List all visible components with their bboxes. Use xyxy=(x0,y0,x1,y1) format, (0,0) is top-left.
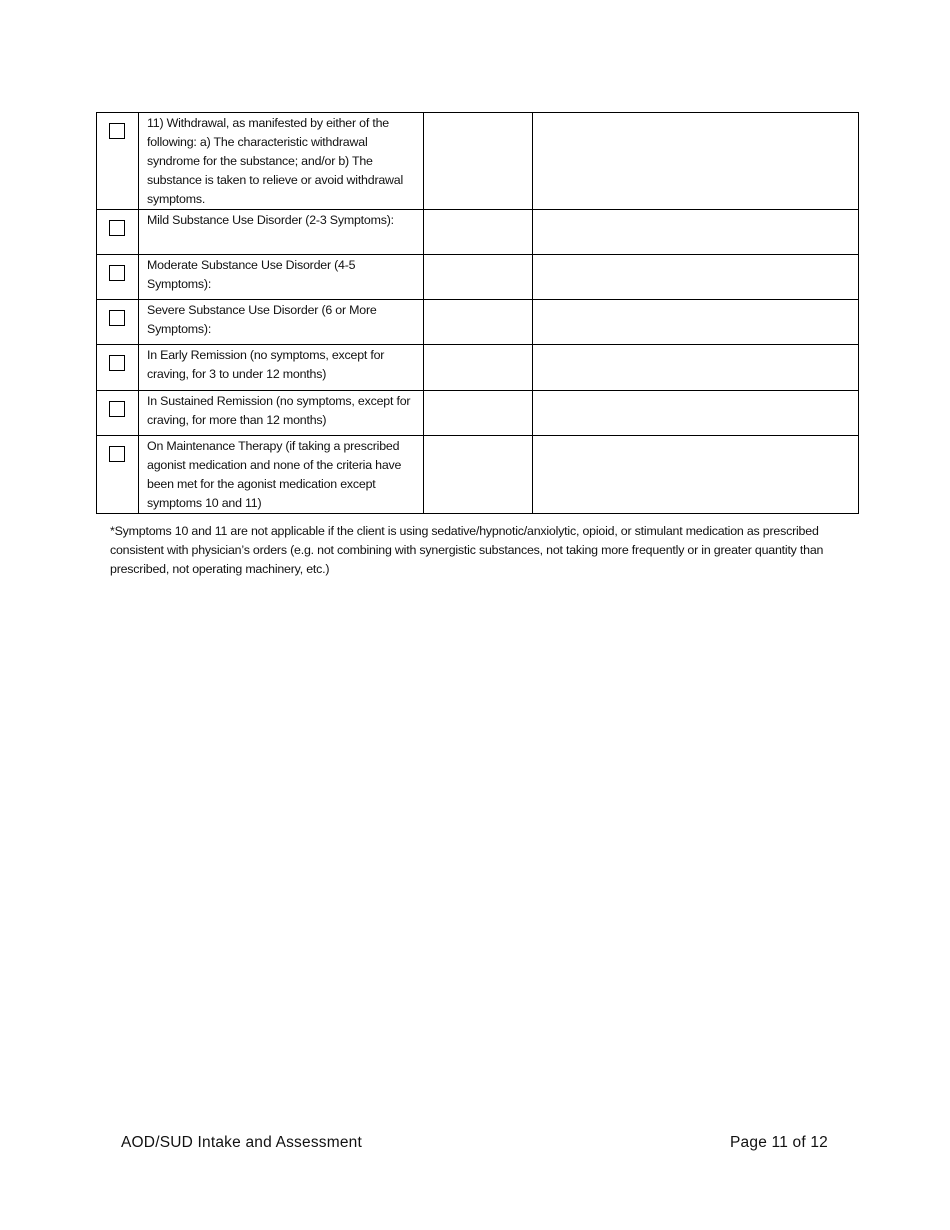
notes-cell[interactable] xyxy=(533,345,859,391)
checkbox-cell xyxy=(97,391,139,436)
table-row xyxy=(97,210,859,255)
diagnosis-criteria-table xyxy=(96,112,859,514)
table-row xyxy=(97,255,859,300)
checkbox-maintenance-therapy[interactable] xyxy=(109,446,125,462)
checkbox-withdrawal[interactable] xyxy=(109,123,125,139)
checkbox-cell xyxy=(97,113,139,210)
checkbox-cell xyxy=(97,436,139,514)
checkbox-cell xyxy=(97,210,139,255)
footer-page-number: Page 11 of 12 xyxy=(730,1134,828,1151)
entry-cell[interactable] xyxy=(424,210,533,255)
footnote: *Symptoms 10 and 11 are not applicable if the client is using sedative/hypnotic/anxiolytic, opioid, or stimulant medication as prescribed consistent with physician’s orders (e.g. not combining with synergistic substances, not taking more frequently or in greater quantity than prescribed, not operating machinery, etc.) xyxy=(110,524,824,576)
table-row xyxy=(97,345,859,391)
entry-cell[interactable] xyxy=(424,300,533,345)
checkbox-cell xyxy=(97,255,139,300)
checkbox-cell xyxy=(97,345,139,391)
notes-cell[interactable] xyxy=(533,300,859,345)
entry-cell[interactable] xyxy=(424,391,533,436)
criterion-label: Mild Substance Use Disorder (2-3 Symptoms): xyxy=(139,210,424,255)
table-row xyxy=(97,113,859,210)
checkbox-severe[interactable] xyxy=(109,310,125,326)
criterion-label: Moderate Substance Use Disorder (4-5 Symptoms): xyxy=(139,255,424,300)
table-row xyxy=(97,436,859,514)
criterion-label: Severe Substance Use Disorder (6 or More Symptoms): xyxy=(139,300,424,345)
notes-cell[interactable] xyxy=(533,210,859,255)
notes-cell[interactable] xyxy=(533,113,859,210)
table-row xyxy=(97,300,859,345)
criterion-label: In Early Remission (no symptoms, except for craving, for 3 to under 12 months) xyxy=(139,345,424,391)
checkbox-early-remission[interactable] xyxy=(109,355,125,371)
entry-cell[interactable] xyxy=(424,436,533,514)
checkbox-sustained-remission[interactable] xyxy=(109,401,125,417)
notes-cell[interactable] xyxy=(533,255,859,300)
criterion-label: In Sustained Remission (no symptoms, except for craving, for more than 12 months) xyxy=(139,391,424,436)
criterion-label: 11) Withdrawal, as manifested by either of the following: a) The characteristic withdrawal syndrome for the substance; and/or b) The substance is taken to relieve or avoid withdrawal symptoms. xyxy=(139,113,424,210)
entry-cell[interactable] xyxy=(424,345,533,391)
entry-cell[interactable] xyxy=(424,255,533,300)
table-row xyxy=(97,391,859,436)
checkbox-moderate[interactable] xyxy=(109,265,125,281)
criterion-label: On Maintenance Therapy (if taking a prescribed agonist medication and none of the criteria have been met for the agonist medication except symptoms 10 and 11) xyxy=(139,436,424,514)
notes-cell[interactable] xyxy=(533,436,859,514)
notes-cell[interactable] xyxy=(533,391,859,436)
entry-cell[interactable] xyxy=(424,113,533,210)
checkbox-mild[interactable] xyxy=(109,220,125,236)
footer-document-title: AOD/SUD Intake and Assessment xyxy=(121,1134,362,1151)
checkbox-cell xyxy=(97,300,139,345)
